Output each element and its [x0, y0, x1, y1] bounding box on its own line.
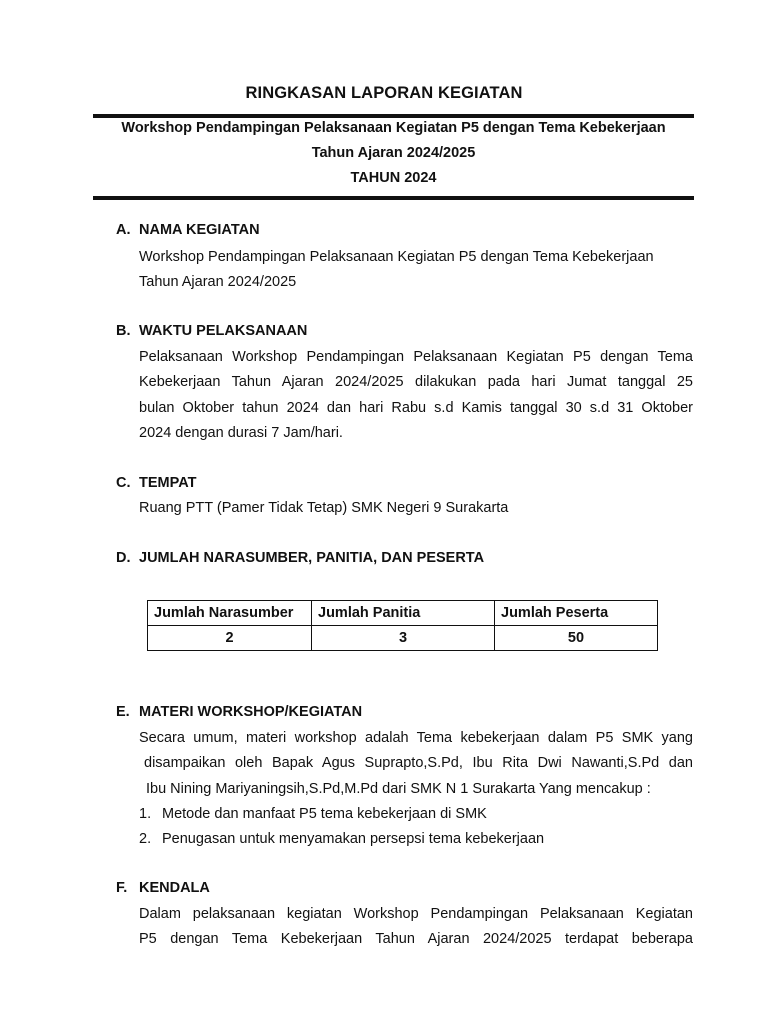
section-letter: F. — [116, 880, 128, 896]
section-d-heading — [116, 550, 484, 566]
body-line: disampaikan oleh Bapak Agus Suprapto,S.Pd, Ibu Rita Dwi Nawanti,S.Pd dan — [144, 755, 693, 772]
table-header-cell: Jumlah Panitia — [312, 601, 495, 626]
section-c-heading — [116, 475, 196, 491]
table-cell-panitia: 3 — [312, 626, 495, 651]
document-title: RINGKASAN LAPORAN KEGIATAN — [245, 84, 523, 102]
section-e-heading — [116, 704, 362, 720]
section-title: JUMLAH NARASUMBER, PANITIA, DAN PESERTA — [139, 550, 485, 566]
section-b-heading — [116, 323, 307, 339]
body-line: 2024 dengan durasi 7 Jam/hari. — [139, 424, 343, 441]
body-line: Ruang PTT (Pamer Tidak Tetap) SMK Negeri 9 Surakarta — [139, 500, 509, 516]
section-letter: A. — [116, 222, 131, 238]
body-line: bulan Oktober tahun 2024 dan hari Rabu s.d Kamis tanggal 30 s.d 31 Oktober — [139, 399, 693, 416]
body-line: P5 dengan Tema Kebekerjaan Tahun Ajaran 2024/2025 terdapat beberapa — [139, 931, 693, 948]
document-year: TAHUN 2024 — [350, 170, 437, 186]
section-a-body — [139, 245, 693, 296]
section-letter: D. — [116, 550, 131, 566]
section-title: MATERI WORKSHOP/KEGIATAN — [139, 704, 363, 720]
section-title: WAKTU PELAKSANAAN — [139, 323, 308, 339]
section-b-body — [139, 345, 693, 446]
body-line: Secara umum, materi workshop adalah Tema kebekerjaan dalam P5 SMK yang — [139, 730, 693, 746]
body-line: Ibu Nining Mariyaningsih,S.Pd,M.Pd dari SMK N 1 Surakarta Yang mencakup : — [146, 780, 651, 797]
body-line: Tahun Ajaran 2024/2025 — [139, 274, 297, 291]
section-letter: E. — [116, 704, 130, 720]
list-text: Penugasan untuk menyamakan persepsi tema kebekerjaan — [162, 831, 545, 848]
section-title: TEMPAT — [139, 475, 197, 491]
section-letter: B. — [116, 323, 131, 339]
section-title: KENDALA — [139, 880, 210, 896]
header-rule-top — [93, 114, 694, 118]
section-e-body — [139, 726, 693, 802]
section-c-body — [139, 496, 693, 521]
document-academic-year: Tahun Ajaran 2024/2025 — [311, 145, 476, 161]
list-number: 2. — [139, 831, 152, 848]
list-text: Metode dan manfaat P5 tema kebekerjaan di SMK — [162, 806, 487, 822]
table-row — [148, 626, 658, 651]
body-line: Workshop Pendampingan Pelaksanaan Kegiatan P5 dengan Tema Kebekerjaan — [139, 249, 654, 265]
body-line: Kebekerjaan Tahun Ajaran 2024/2025 dilakukan pada hari Jumat tanggal 25 — [139, 374, 693, 391]
body-line: Dalam pelaksanaan kegiatan Workshop Pendampingan Pelaksanaan Kegiatan — [139, 906, 693, 922]
list-number: 1. — [139, 806, 152, 822]
table-header-cell: Jumlah Narasumber — [148, 601, 312, 626]
section-letter: C. — [116, 475, 131, 491]
body-line: Pelaksanaan Workshop Pendampingan Pelaksanaan Kegiatan P5 dengan Tema — [139, 349, 693, 365]
table-cell-peserta: 50 — [495, 626, 658, 651]
list-item — [139, 802, 693, 827]
section-f-heading — [116, 880, 210, 896]
header-rule-bottom — [93, 196, 694, 200]
table-header-row — [148, 601, 658, 626]
section-a-heading — [116, 222, 260, 238]
list-item — [139, 827, 693, 852]
section-f-body — [139, 902, 693, 953]
document-subtitle: Workshop Pendampingan Pelaksanaan Kegiatan P5 dengan Tema Kebekerjaan — [121, 120, 666, 136]
material-list — [139, 802, 693, 853]
table-header-cell: Jumlah Peserta — [495, 601, 658, 626]
participants-table — [147, 600, 658, 651]
section-title: NAMA KEGIATAN — [139, 222, 260, 238]
table-cell-narasumber: 2 — [148, 626, 312, 651]
